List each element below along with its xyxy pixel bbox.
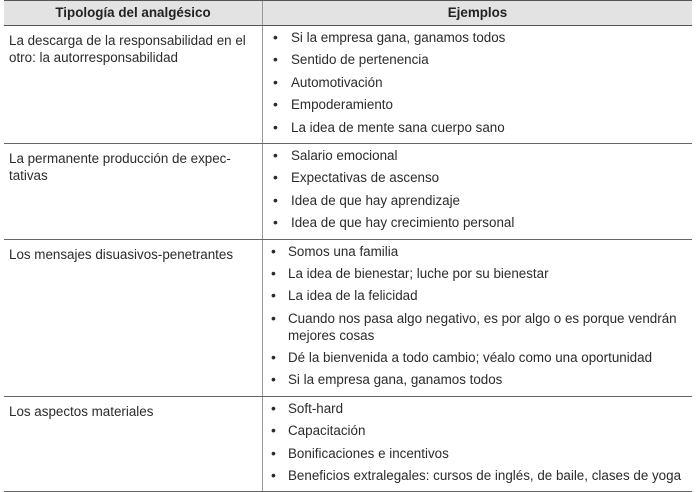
list-item: • Somos una familia — [263, 243, 692, 260]
list-item: • La idea de mente sana cuerpo sano — [263, 119, 692, 136]
row-category: Los aspectos materiales — [4, 397, 263, 492]
row-category: La descarga de la responsabilidad en el otro: la autorresponsabilidad — [4, 26, 263, 143]
table-row — [4, 26, 692, 144]
list-item: • Capacitación — [263, 422, 692, 439]
list-item: • Cuando nos pasa algo negativo, es por algo o es porque vendrán mejores cosas — [263, 310, 692, 344]
list-item: • Bonificaciones e incentivos — [263, 445, 692, 462]
list-item: • Idea de que hay crecimiento personal — [263, 214, 692, 231]
list-item: • Si la empresa gana, ganamos todos — [263, 371, 692, 388]
list-item: • Sentido de pertenencia — [263, 51, 692, 68]
examples-list — [263, 29, 692, 136]
list-item: • La idea de la felicidad — [263, 287, 692, 304]
analgesic-typology-table — [4, 0, 692, 492]
list-item: • Idea de que hay aprendizaje — [263, 192, 692, 209]
row-examples — [263, 26, 692, 143]
list-item: • Dé la bienvenida a todo cambio; véalo como una oportunidad — [263, 349, 692, 366]
row-examples — [263, 397, 692, 492]
examples-list — [263, 147, 692, 231]
header-typology: Tipología del analgésico — [4, 1, 263, 25]
examples-list — [263, 243, 692, 389]
list-item: • Empoderamiento — [263, 96, 692, 113]
row-examples — [263, 240, 692, 396]
row-category: La permanente producción de expec- tativas — [4, 144, 263, 239]
list-item: • Expectativas de ascenso — [263, 169, 692, 186]
table-row — [4, 240, 692, 397]
row-category: Los mensajes disuasivos-penetrantes — [4, 240, 263, 396]
list-item: • La idea de bienestar; luche por su bienestar — [263, 265, 692, 282]
examples-list — [263, 400, 692, 484]
list-item: • Si la empresa gana, ganamos todos — [263, 29, 692, 46]
list-item: • Automotivación — [263, 74, 692, 91]
table-row — [4, 144, 692, 240]
table-header — [4, 0, 692, 26]
list-item: • Beneficios extralegales: cursos de inglés, de baile, clases de yoga — [263, 467, 692, 484]
header-examples: Ejemplos — [447, 5, 508, 20]
row-examples — [263, 144, 692, 239]
list-item: • Salario emocional — [263, 147, 692, 164]
table-row — [4, 397, 692, 492]
list-item: • Soft-hard — [263, 400, 692, 417]
